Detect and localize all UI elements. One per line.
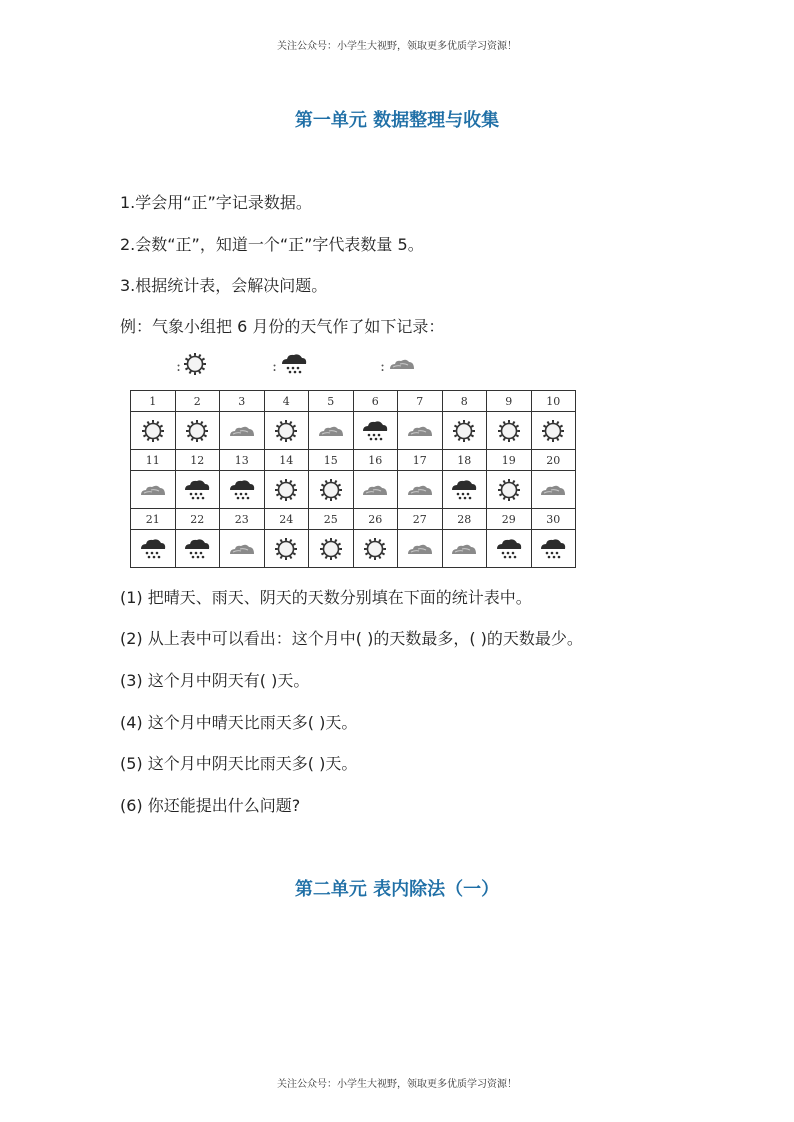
day-number: 10 — [531, 391, 576, 412]
day-number: 23 — [220, 509, 265, 530]
cloud-icon — [309, 412, 354, 450]
rain-icon — [353, 412, 398, 450]
day-number: 1 — [131, 391, 176, 412]
day-number: 15 — [309, 450, 354, 471]
rain-icon — [175, 471, 220, 509]
day-number: 16 — [353, 450, 398, 471]
legend-sunny — [176, 352, 207, 380]
day-number: 6 — [353, 391, 398, 412]
day-number: 13 — [220, 450, 265, 471]
weather-legend — [172, 352, 452, 384]
sun-icon — [131, 412, 176, 450]
cloud-icon — [398, 530, 443, 568]
legend-colon: : — [176, 357, 182, 375]
rain-icon — [175, 530, 220, 568]
sun-icon — [183, 352, 207, 380]
day-number: 3 — [220, 391, 265, 412]
day-number: 5 — [309, 391, 354, 412]
day-number: 20 — [531, 450, 576, 471]
rain-icon — [131, 530, 176, 568]
sun-icon — [353, 530, 398, 568]
day-number: 24 — [264, 509, 309, 530]
day-number: 12 — [175, 450, 220, 471]
rain-icon — [279, 352, 309, 380]
cloud-icon — [442, 530, 487, 568]
day-number: 7 — [398, 391, 443, 412]
cloud-icon — [398, 412, 443, 450]
sun-icon — [264, 530, 309, 568]
learning-point-1: 1.学会用“正”字记录数据。 — [120, 193, 312, 212]
question-1: (1) 把晴天、雨天、阴天的天数分别填在下面的统计表中。 — [120, 588, 532, 607]
cloud-icon — [220, 412, 265, 450]
question-6: (6) 你还能提出什么问题? — [120, 796, 301, 815]
day-number: 14 — [264, 450, 309, 471]
unit1-title: 第一单元 数据整理与收集 — [294, 110, 500, 131]
rain-icon — [220, 471, 265, 509]
sun-icon — [487, 471, 532, 509]
cloud-icon — [531, 471, 576, 509]
day-number: 9 — [487, 391, 532, 412]
page-footer: 关注公众号：小学生大视野，领取更多优质学习资源！ — [277, 1079, 517, 1090]
day-number: 30 — [531, 509, 576, 530]
day-number: 11 — [131, 450, 176, 471]
legend-cloudy — [380, 352, 417, 380]
day-number: 19 — [487, 450, 532, 471]
question-2: (2) 从上表中可以看出：这个月中( )的天数最多，( )的天数最少。 — [120, 629, 583, 648]
day-number: 2 — [175, 391, 220, 412]
day-number: 21 — [131, 509, 176, 530]
learning-point-2: 2.会数“正”，知道一个“正”字代表数量 5。 — [120, 235, 424, 254]
day-number: 22 — [175, 509, 220, 530]
question-4: (4) 这个月中晴天比雨天多( )天。 — [120, 713, 358, 732]
rain-icon — [487, 530, 532, 568]
sun-icon — [309, 471, 354, 509]
sun-icon — [442, 412, 487, 450]
question-3: (3) 这个月中阴天有( )天。 — [120, 671, 310, 690]
day-number: 18 — [442, 450, 487, 471]
day-number: 29 — [487, 509, 532, 530]
learning-point-3: 3.根据统计表，会解决问题。 — [120, 276, 328, 295]
sun-icon — [487, 412, 532, 450]
sun-icon — [264, 471, 309, 509]
legend-colon: : — [380, 357, 386, 375]
sun-icon — [175, 412, 220, 450]
sun-icon — [531, 412, 576, 450]
example-intro: 例：气象小组把 6 月份的天气作了如下记录： — [120, 317, 445, 336]
sun-icon — [309, 530, 354, 568]
page-header: 关注公众号：小学生大视野，领取更多优质学习资源！ — [277, 41, 517, 52]
cloud-icon — [387, 352, 417, 380]
rain-icon — [442, 471, 487, 509]
day-number: 8 — [442, 391, 487, 412]
cloud-icon — [220, 530, 265, 568]
cloud-icon — [353, 471, 398, 509]
unit2-title: 第二单元 表内除法（一） — [294, 879, 500, 900]
cloud-icon — [398, 471, 443, 509]
day-number: 27 — [398, 509, 443, 530]
day-number: 25 — [309, 509, 354, 530]
legend-colon: : — [272, 357, 278, 375]
day-number: 26 — [353, 509, 398, 530]
question-5: (5) 这个月中阴天比雨天多( )天。 — [120, 754, 358, 773]
rain-icon — [531, 530, 576, 568]
day-number: 28 — [442, 509, 487, 530]
sun-icon — [264, 412, 309, 450]
weather-record-table — [130, 390, 576, 568]
day-number: 4 — [264, 391, 309, 412]
legend-rainy — [272, 352, 309, 380]
day-number: 17 — [398, 450, 443, 471]
cloud-icon — [131, 471, 176, 509]
